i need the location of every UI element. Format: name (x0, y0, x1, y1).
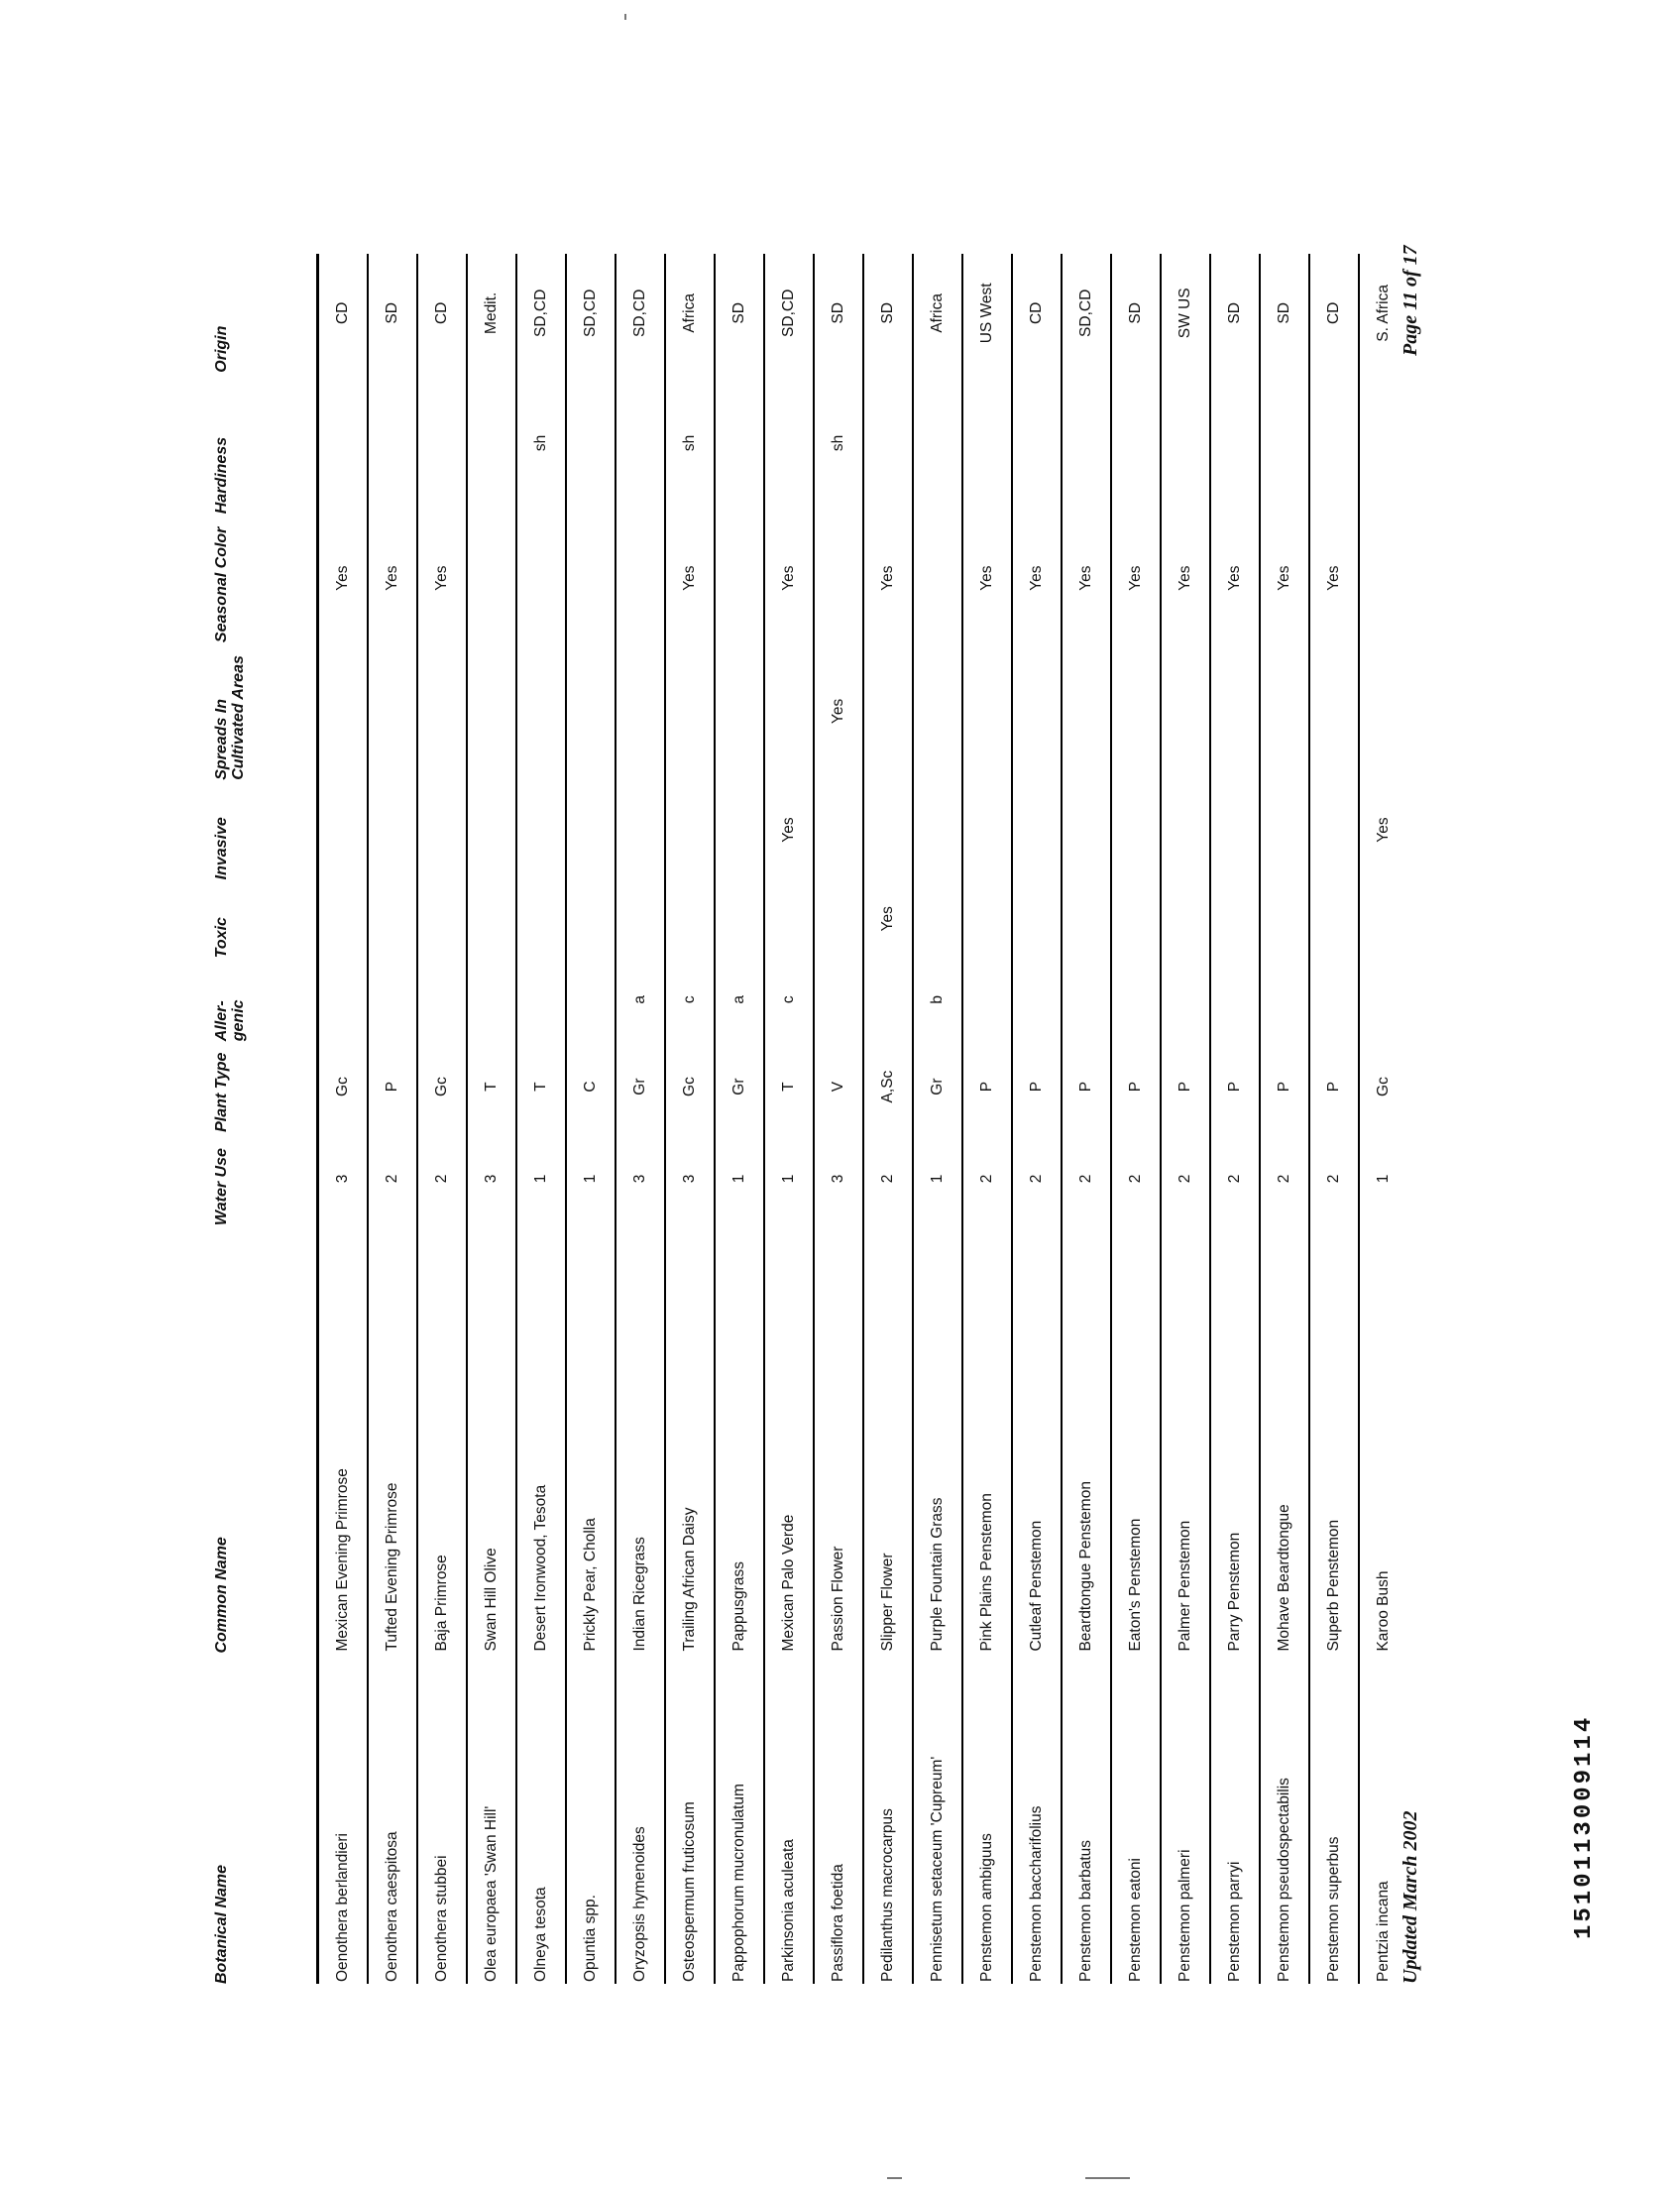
cell-toxic (1012, 879, 1062, 958)
header-seasonal-color: Seasonal Color (213, 514, 318, 642)
cell-allergenic: b (913, 958, 962, 1041)
cell-origin: SD (715, 254, 764, 373)
cell-spreads (1062, 642, 1111, 780)
table-row (863, 254, 913, 1984)
cell-water-use: 3 (616, 1132, 665, 1225)
table-row (962, 254, 1012, 1984)
table-row (1062, 254, 1111, 1984)
cell-origin: CD (417, 254, 467, 373)
cell-spreads (1210, 642, 1260, 780)
header-invasive: Invasive (213, 780, 318, 880)
cell-spreads (1012, 642, 1062, 780)
cell-allergenic (368, 958, 417, 1041)
cell-hardiness (1359, 373, 1407, 515)
cell-botanical-name: Parkinsonia aculeata (764, 1654, 814, 1984)
cell-origin: S. Africa (1359, 254, 1407, 373)
table-row (467, 254, 516, 1984)
cell-botanical-name: Pedilanthus macrocarpus (863, 1654, 913, 1984)
cell-seasonal-color: Yes (1062, 514, 1111, 642)
table-row (715, 254, 764, 1984)
cell-toxic (715, 879, 764, 958)
cell-spreads (467, 642, 516, 780)
cell-seasonal-color: Yes (1260, 514, 1309, 642)
cell-plant-type: P (1062, 1041, 1111, 1132)
cell-spreads (962, 642, 1012, 780)
cell-plant-type: Gr (616, 1041, 665, 1132)
cell-common-name: Mexican Palo Verde (764, 1225, 814, 1653)
cell-common-name: Pappusgrass (715, 1225, 764, 1653)
header-botanical-name: Botanical Name (213, 1654, 318, 1984)
cell-origin: SD (863, 254, 913, 373)
cell-botanical-name: Penstemon palmeri (1161, 1654, 1210, 1984)
cell-invasive (467, 780, 516, 880)
cell-spreads (318, 642, 369, 780)
header-spreads: Spreads In Cultivated Areas (213, 642, 318, 780)
cell-hardiness (417, 373, 467, 515)
cell-common-name: Trailing African Daisy (665, 1225, 715, 1653)
cell-water-use: 2 (1260, 1132, 1309, 1225)
cell-spreads (516, 642, 566, 780)
cell-botanical-name: Penstemon ambiguus (962, 1654, 1012, 1984)
cell-origin: SD (1111, 254, 1161, 373)
cell-hardiness (1210, 373, 1260, 515)
cell-common-name: Eaton's Penstemon (1111, 1225, 1161, 1653)
cell-invasive (913, 780, 962, 880)
cell-allergenic (1161, 958, 1210, 1041)
bates-number: 1510113009114 (1571, 1714, 1598, 1939)
header-common-name: Common Name (213, 1225, 318, 1653)
cell-plant-type: Gc (665, 1041, 715, 1132)
cell-invasive (1309, 780, 1359, 880)
cell-toxic (814, 879, 863, 958)
cell-invasive (616, 780, 665, 880)
cell-seasonal-color: Yes (1161, 514, 1210, 642)
table-row (1260, 254, 1309, 1984)
cell-origin: SD,CD (616, 254, 665, 373)
cell-plant-type: Gc (1359, 1041, 1407, 1132)
cell-spreads (566, 642, 616, 780)
cell-hardiness (715, 373, 764, 515)
cell-invasive (566, 780, 616, 880)
cell-plant-type: P (1012, 1041, 1062, 1132)
cell-toxic (1309, 879, 1359, 958)
table-row (1210, 254, 1260, 1984)
cell-seasonal-color (516, 514, 566, 642)
cell-invasive (665, 780, 715, 880)
cell-plant-type: P (1161, 1041, 1210, 1132)
cell-water-use: 1 (566, 1132, 616, 1225)
cell-water-use: 3 (814, 1132, 863, 1225)
cell-common-name: Swan Hill Olive (467, 1225, 516, 1653)
cell-water-use: 3 (318, 1132, 369, 1225)
cell-origin: SD (1260, 254, 1309, 373)
cell-plant-type: P (368, 1041, 417, 1132)
cell-allergenic (863, 958, 913, 1041)
cell-botanical-name: Pennisetum setaceum 'Cupreum' (913, 1654, 962, 1984)
cell-origin: SD (368, 254, 417, 373)
cell-allergenic (962, 958, 1012, 1041)
cell-botanical-name: Oenothera stubbei (417, 1654, 467, 1984)
cell-water-use: 2 (1210, 1132, 1260, 1225)
cell-toxic (1062, 879, 1111, 958)
plant-table (213, 254, 1407, 1984)
cell-allergenic (566, 958, 616, 1041)
cell-botanical-name: Osteospermum fruticosum (665, 1654, 715, 1984)
cell-spreads (1111, 642, 1161, 780)
cell-origin: Africa (913, 254, 962, 373)
table-row (1359, 254, 1407, 1984)
cell-origin: SD,CD (764, 254, 814, 373)
cell-common-name: Tufted Evening Primrose (368, 1225, 417, 1653)
table-row (1012, 254, 1062, 1984)
cell-toxic (764, 879, 814, 958)
cell-toxic (566, 879, 616, 958)
table-row (616, 254, 665, 1984)
cell-botanical-name: Penstemon eatoni (1111, 1654, 1161, 1984)
table-row (764, 254, 814, 1984)
cell-allergenic: c (665, 958, 715, 1041)
table-row (913, 254, 962, 1984)
cell-botanical-name: Opuntia spp. (566, 1654, 616, 1984)
cell-botanical-name: Penstemon barbatus (1062, 1654, 1111, 1984)
table-row (1309, 254, 1359, 1984)
header-row (213, 254, 318, 1984)
cell-plant-type: Gr (715, 1041, 764, 1132)
table-row (566, 254, 616, 1984)
header-plant-type: Plant Type (213, 1041, 318, 1132)
cell-invasive (863, 780, 913, 880)
cell-toxic (1210, 879, 1260, 958)
cell-toxic (616, 879, 665, 958)
cell-seasonal-color (616, 514, 665, 642)
cell-botanical-name: Oenothera caespitosa (368, 1654, 417, 1984)
cell-plant-type: T (467, 1041, 516, 1132)
cell-hardiness (913, 373, 962, 515)
cell-plant-type: Gr (913, 1041, 962, 1132)
cell-toxic (913, 879, 962, 958)
cell-water-use: 2 (1062, 1132, 1111, 1225)
cell-invasive: Yes (764, 780, 814, 880)
cell-toxic (318, 879, 369, 958)
cell-origin: SD (1210, 254, 1260, 373)
cell-seasonal-color (814, 514, 863, 642)
cell-botanical-name: Olea europaea 'Swan Hill' (467, 1654, 516, 1984)
table-row (1111, 254, 1161, 1984)
cell-plant-type: P (1111, 1041, 1161, 1132)
cell-spreads (715, 642, 764, 780)
cell-invasive (1260, 780, 1309, 880)
cell-allergenic: a (715, 958, 764, 1041)
cell-seasonal-color: Yes (1309, 514, 1359, 642)
cell-origin: CD (318, 254, 369, 373)
cell-plant-type: P (1210, 1041, 1260, 1132)
cell-toxic (1111, 879, 1161, 958)
cell-toxic (962, 879, 1012, 958)
cell-botanical-name: Pappophorum mucronulatum (715, 1654, 764, 1984)
cell-origin: SD,CD (516, 254, 566, 373)
cell-toxic (368, 879, 417, 958)
cell-botanical-name: Penstemon pseudospectabilis (1260, 1654, 1309, 1984)
cell-toxic (1359, 879, 1407, 958)
cell-invasive (417, 780, 467, 880)
cell-botanical-name: Oenothera berlandieri (318, 1654, 369, 1984)
cell-spreads (368, 642, 417, 780)
cell-plant-type: T (516, 1041, 566, 1132)
cell-hardiness (1260, 373, 1309, 515)
scan-mark (887, 2177, 902, 2179)
cell-water-use: 2 (1309, 1132, 1359, 1225)
table-row (1161, 254, 1210, 1984)
cell-hardiness (566, 373, 616, 515)
cell-invasive (1012, 780, 1062, 880)
cell-botanical-name: Olneya tesota (516, 1654, 566, 1984)
scan-mark (624, 14, 626, 20)
cell-spreads (1309, 642, 1359, 780)
cell-origin: SW US (1161, 254, 1210, 373)
cell-water-use: 2 (1111, 1132, 1161, 1225)
cell-hardiness: sh (516, 373, 566, 515)
cell-water-use: 2 (863, 1132, 913, 1225)
cell-hardiness (368, 373, 417, 515)
cell-allergenic (814, 958, 863, 1041)
cell-water-use: 1 (913, 1132, 962, 1225)
table-row (665, 254, 715, 1984)
cell-water-use: 3 (665, 1132, 715, 1225)
cell-seasonal-color: Yes (368, 514, 417, 642)
cell-allergenic (1111, 958, 1161, 1041)
cell-botanical-name: Penstemon baccharifolius (1012, 1654, 1062, 1984)
cell-allergenic (1309, 958, 1359, 1041)
cell-seasonal-color (467, 514, 516, 642)
cell-toxic: Yes (863, 879, 913, 958)
cell-seasonal-color (1359, 514, 1407, 642)
cell-common-name: Prickly Pear, Cholla (566, 1225, 616, 1653)
cell-invasive (516, 780, 566, 880)
page-number: Page 11 of 17 (1400, 245, 1421, 356)
cell-water-use: 1 (1359, 1132, 1407, 1225)
cell-hardiness (616, 373, 665, 515)
table-row (368, 254, 417, 1984)
cell-seasonal-color: Yes (665, 514, 715, 642)
cell-common-name: Palmer Penstemon (1161, 1225, 1210, 1653)
cell-water-use: 1 (764, 1132, 814, 1225)
cell-plant-type: A,Sc (863, 1041, 913, 1132)
table-row (516, 254, 566, 1984)
header-allergenic: Aller- genic (213, 958, 318, 1041)
cell-toxic (467, 879, 516, 958)
header-water-use: Water Use (213, 1132, 318, 1225)
cell-botanical-name: Pentzia incana (1359, 1654, 1407, 1984)
header-toxic: Toxic (213, 879, 318, 958)
cell-allergenic (318, 958, 369, 1041)
cell-seasonal-color (566, 514, 616, 642)
cell-water-use: 2 (1161, 1132, 1210, 1225)
header-hardiness: Hardiness (213, 373, 318, 515)
cell-water-use: 2 (962, 1132, 1012, 1225)
cell-botanical-name: Passiflora foetida (814, 1654, 863, 1984)
cell-origin: Medit. (467, 254, 516, 373)
cell-hardiness (1161, 373, 1210, 515)
cell-invasive (1210, 780, 1260, 880)
cell-hardiness (1012, 373, 1062, 515)
cell-origin: Africa (665, 254, 715, 373)
cell-seasonal-color: Yes (1012, 514, 1062, 642)
cell-common-name: Cutleaf Penstemon (1012, 1225, 1062, 1653)
cell-hardiness (467, 373, 516, 515)
cell-invasive (1111, 780, 1161, 880)
cell-hardiness (764, 373, 814, 515)
cell-origin: CD (1012, 254, 1062, 373)
cell-allergenic (1210, 958, 1260, 1041)
cell-plant-type: Gc (417, 1041, 467, 1132)
cell-toxic (665, 879, 715, 958)
cell-plant-type: C (566, 1041, 616, 1132)
cell-seasonal-color: Yes (764, 514, 814, 642)
cell-common-name: Mexican Evening Primrose (318, 1225, 369, 1653)
cell-allergenic (1359, 958, 1407, 1041)
cell-common-name: Indian Ricegrass (616, 1225, 665, 1653)
cell-allergenic (1260, 958, 1309, 1041)
cell-seasonal-color (913, 514, 962, 642)
cell-origin: SD,CD (566, 254, 616, 373)
cell-invasive (715, 780, 764, 880)
cell-seasonal-color: Yes (417, 514, 467, 642)
cell-hardiness (1062, 373, 1111, 515)
cell-invasive (368, 780, 417, 880)
cell-invasive (814, 780, 863, 880)
cell-common-name: Beardtongue Penstemon (1062, 1225, 1111, 1653)
table-row (814, 254, 863, 1984)
cell-hardiness (1111, 373, 1161, 515)
cell-common-name: Desert Ironwood, Tesota (516, 1225, 566, 1653)
cell-spreads (1161, 642, 1210, 780)
cell-allergenic (1012, 958, 1062, 1041)
cell-botanical-name: Penstemon superbus (1309, 1654, 1359, 1984)
cell-toxic (1260, 879, 1309, 958)
cell-allergenic (467, 958, 516, 1041)
cell-origin: US West (962, 254, 1012, 373)
cell-invasive (1062, 780, 1111, 880)
cell-water-use: 1 (516, 1132, 566, 1225)
cell-origin: SD,CD (1062, 254, 1111, 373)
cell-spreads (764, 642, 814, 780)
cell-spreads (1359, 642, 1407, 780)
cell-common-name: Baja Primrose (417, 1225, 467, 1653)
table-row (417, 254, 467, 1984)
cell-common-name: Passion Flower (814, 1225, 863, 1653)
cell-origin: SD (814, 254, 863, 373)
cell-seasonal-color: Yes (1210, 514, 1260, 642)
cell-spreads (913, 642, 962, 780)
cell-plant-type: Gc (318, 1041, 369, 1132)
cell-common-name: Slipper Flower (863, 1225, 913, 1653)
cell-invasive (1161, 780, 1210, 880)
cell-botanical-name: Oryzopsis hymenoides (616, 1654, 665, 1984)
cell-spreads (863, 642, 913, 780)
cell-toxic (417, 879, 467, 958)
cell-hardiness: sh (814, 373, 863, 515)
cell-plant-type: P (1309, 1041, 1359, 1132)
cell-hardiness: sh (665, 373, 715, 515)
cell-spreads (616, 642, 665, 780)
cell-spreads (665, 642, 715, 780)
cell-invasive (318, 780, 369, 880)
cell-water-use: 3 (467, 1132, 516, 1225)
cell-water-use: 2 (368, 1132, 417, 1225)
cell-plant-type: V (814, 1041, 863, 1132)
cell-hardiness (1309, 373, 1359, 515)
cell-seasonal-color: Yes (1111, 514, 1161, 642)
updated-date: Updated March 2002 (1400, 1810, 1421, 1984)
cell-allergenic: a (616, 958, 665, 1041)
cell-toxic (1161, 879, 1210, 958)
cell-common-name: Purple Fountain Grass (913, 1225, 962, 1653)
cell-water-use: 2 (417, 1132, 467, 1225)
cell-allergenic (417, 958, 467, 1041)
cell-invasive (962, 780, 1012, 880)
cell-seasonal-color: Yes (863, 514, 913, 642)
cell-origin: CD (1309, 254, 1359, 373)
cell-botanical-name: Penstemon parryi (1210, 1654, 1260, 1984)
scan-mark (1085, 2177, 1130, 2179)
cell-seasonal-color: Yes (318, 514, 369, 642)
cell-allergenic (1062, 958, 1111, 1041)
cell-plant-type: P (1260, 1041, 1309, 1132)
cell-invasive: Yes (1359, 780, 1407, 880)
cell-allergenic: c (764, 958, 814, 1041)
cell-allergenic (516, 958, 566, 1041)
cell-toxic (516, 879, 566, 958)
cell-water-use: 2 (1012, 1132, 1062, 1225)
cell-spreads (417, 642, 467, 780)
header-origin: Origin (213, 254, 318, 373)
cell-water-use: 1 (715, 1132, 764, 1225)
cell-seasonal-color (715, 514, 764, 642)
cell-common-name: Pink Plains Penstemon (962, 1225, 1012, 1653)
cell-plant-type: T (764, 1041, 814, 1132)
cell-common-name: Superb Penstemon (1309, 1225, 1359, 1653)
cell-common-name: Parry Penstemon (1210, 1225, 1260, 1653)
cell-plant-type: P (962, 1041, 1012, 1132)
cell-spreads: Yes (814, 642, 863, 780)
cell-seasonal-color: Yes (962, 514, 1012, 642)
table-row (318, 254, 369, 1984)
cell-hardiness (318, 373, 369, 515)
cell-spreads (1260, 642, 1309, 780)
cell-common-name: Karoo Bush (1359, 1225, 1407, 1653)
cell-hardiness (962, 373, 1012, 515)
cell-hardiness (863, 373, 913, 515)
cell-common-name: Mohave Beardtongue (1260, 1225, 1309, 1653)
